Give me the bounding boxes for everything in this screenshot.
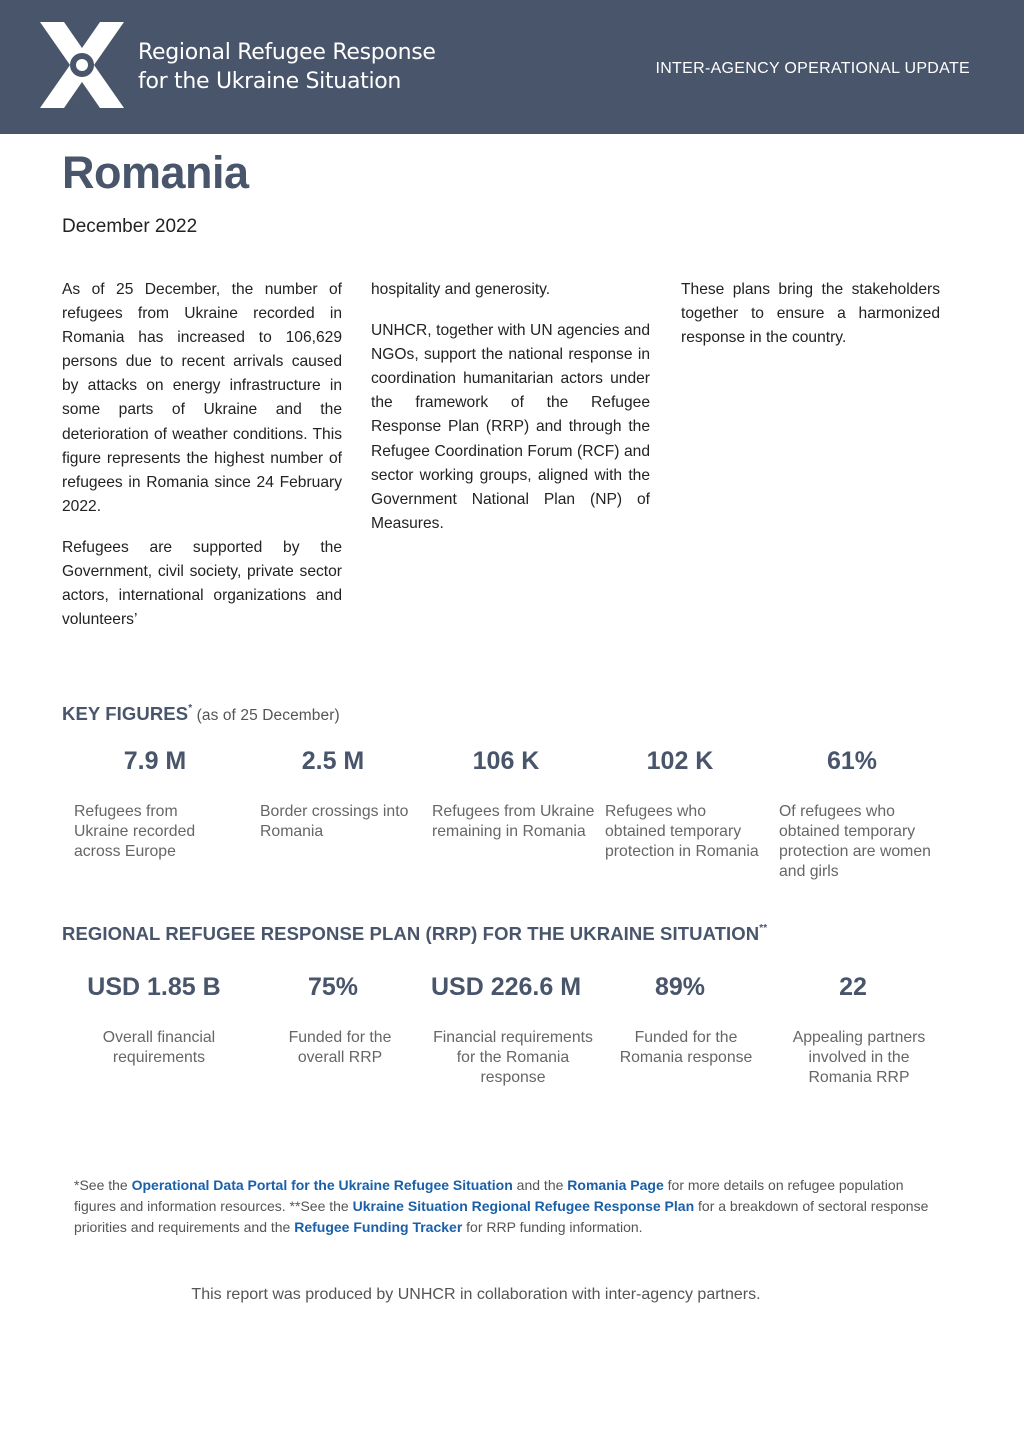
key-figure-value: 2.5 M [301,747,365,775]
paragraph: These plans bring the stakeholders together to ensure a harmonized response in the country. [681,281,940,347]
body-column-3 [681,278,940,367]
refugee-funding-tracker-link[interactable]: Refugee Funding Tracker [294,1219,463,1235]
paragraph: As of 25 December, the number of refugees from Ukraine recorded in Romania has increased to 106,629 persons due to recent arrivals caused by attacks on energy infrastructure in some parts of Ukraine and the deterioration of weather conditions. This figure represents the highest number of refugees in Romania since 24 February 2022. [62,281,342,515]
footnote-text: for RRP funding information. [462,1219,643,1235]
produced-by-note: This report was produced by UNHCR in collaboration with inter-agency partners. [191,1286,761,1303]
brand-line-2: for the Ukraine Situation [138,69,402,94]
key-figure-value: 7.9 M [123,747,187,775]
footnote-text: for a breakdown of sectoral response priorities and requirements and the [74,1198,929,1235]
header-banner [0,0,1024,134]
footnote-text: *See the [74,1177,132,1193]
rrp-figure-value: USD 226.6 M [430,973,582,1001]
refugee-response-logo-icon [34,18,130,112]
key-figures-heading [62,703,340,725]
rrp-figure-label: Funded for the overall RRP [288,1029,392,1066]
rrp-figure-label: Overall financial requirements [102,1029,216,1066]
key-figures-note: (as of 25 December) [192,707,340,724]
body-column-2 [371,278,650,553]
footnote-text: for more details on refugee population figures and information resources. **See the [74,1177,904,1214]
paragraph: UNHCR, together with UN agencies and NGOs, support the national response in coordination humanitarian actors under the framework of the Refugee Response Plan (RRP) and through the Refugee Coordination Forum (RCF) and sector working groups, aligned with the Government National Plan (NP) of Measures. [371,322,650,532]
rrp-figure-label: Financial requirements for the Romania response [433,1029,593,1086]
footnote-marker: ** [759,923,768,934]
footnote-text: and the [512,1177,568,1193]
rrp-heading [62,923,767,945]
rrp-title: REGIONAL REFUGEE RESPONSE PLAN (RRP) FOR THE UKRAINE SITUATION [62,923,760,944]
key-figures-title: KEY FIGURES [62,703,189,724]
update-type-label: INTER-AGENCY OPERATIONAL UPDATE [655,60,970,77]
regional-rrp-link[interactable]: Ukraine Situation Regional Refugee Response Plan [352,1198,695,1214]
rrp-figure-value: USD 1.85 B [87,973,221,1001]
brand-line-1: Regional Refugee Response [138,40,436,65]
body-column-1 [62,278,342,649]
page-title: Romania [62,147,249,198]
romania-page-link[interactable]: Romania Page [567,1177,664,1193]
key-figure-label: Refugees who obtained temporary protection in Romania [605,803,759,860]
rrp-figure-label: Funded for the Romania response [619,1029,753,1066]
key-figure-value: 61% [826,747,878,775]
paragraph: hospitality and generosity. [371,281,551,298]
rrp-figure-value: 22 [839,973,867,1001]
rrp-figure-value: 89% [654,973,706,1001]
key-figure-value: 102 K [646,747,714,775]
paragraph: Refugees are supported by the Government, civil society, private sector actors, international organizations and volunteers’ [62,538,342,629]
rrp-figure-label: Appealing partners involved in the Romania RRP [792,1029,926,1086]
brand-title [138,38,436,96]
footnote [74,1175,944,1238]
report-date: December 2022 [62,216,198,237]
key-figure-label: Of refugees who obtained temporary protection are women and girls [779,803,931,880]
key-figure-label: Refugees from Ukraine recorded across Europe [74,803,196,860]
key-figure-value: 106 K [472,747,540,775]
rrp-figure-value: 75% [307,973,359,1001]
footnote-marker: * [188,703,193,714]
key-figure-label: Refugees from Ukraine remaining in Romania [432,803,595,840]
operational-data-portal-link[interactable]: Operational Data Portal for the Ukraine Refugee Situation [131,1177,513,1193]
key-figure-label: Border crossings into Romania [260,803,409,840]
